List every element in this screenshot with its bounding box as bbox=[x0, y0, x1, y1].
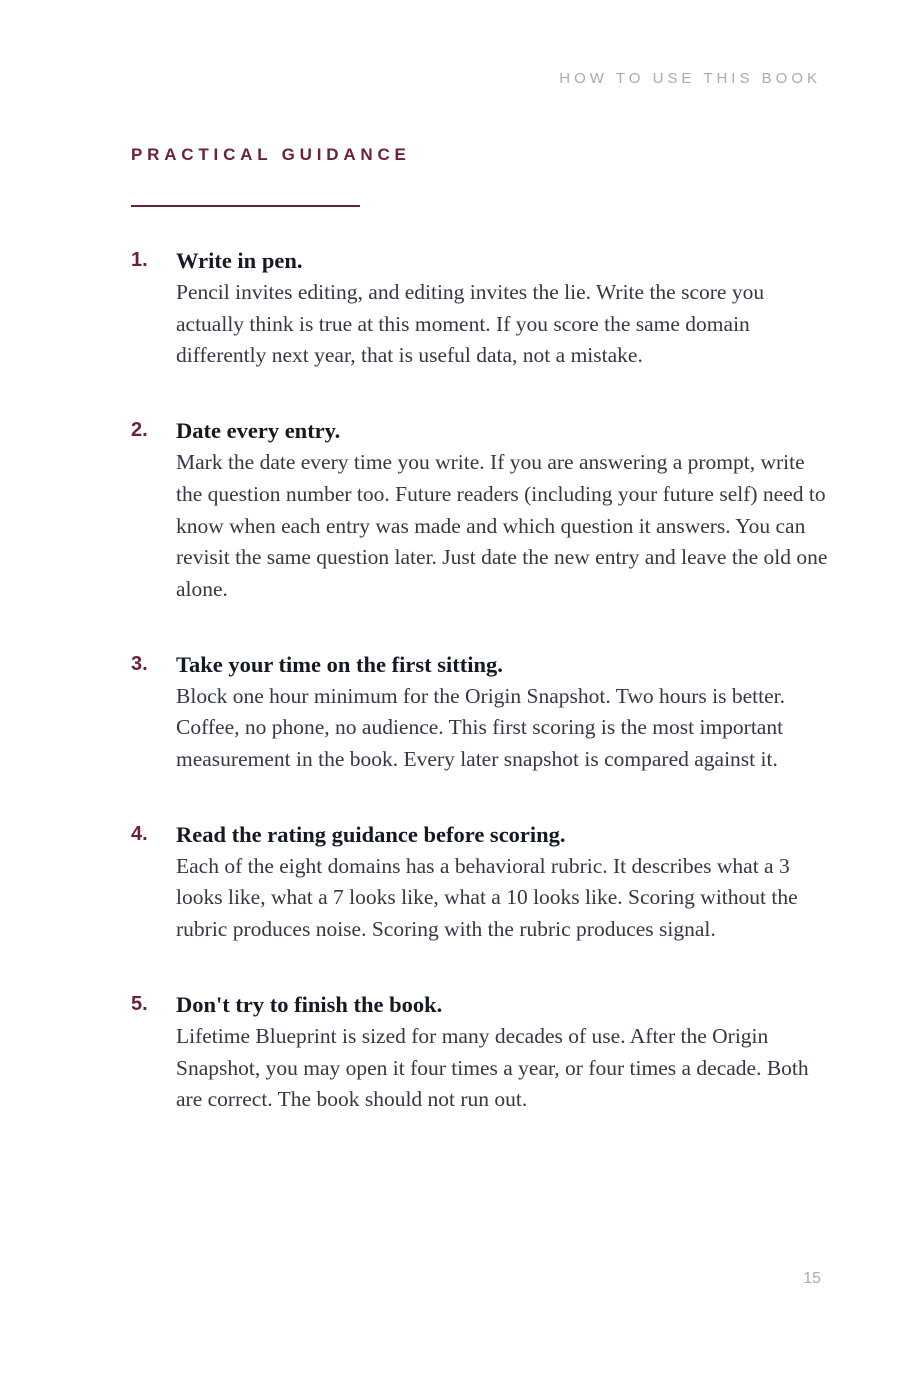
item-body: Lifetime Blueprint is sized for many decades of use. After the Origin Snapshot, you may open it four times a year, or four times a decade. Both are correct. The book should not run out. bbox=[176, 1023, 809, 1112]
item-number: 3. bbox=[131, 652, 148, 675]
item-number: 4. bbox=[131, 822, 148, 845]
guidance-item-2 bbox=[131, 415, 831, 606]
guidance-item-3 bbox=[131, 649, 831, 776]
running-header: HOW TO USE THIS BOOK bbox=[559, 70, 821, 87]
item-body: Mark the date every time you write. If you are answering a prompt, write the question number too. Future readers (including your future self) need to know when each entry was made and which question it answers. You can revisit the same question later. Just date the new entry and leave the old one alone. bbox=[176, 450, 828, 601]
item-body: Each of the eight domains has a behavioral rubric. It describes what a 3 looks like, what a 7 looks like, what a 10 looks like. Scoring without the rubric produces noise. Scoring with the rubric produces signal. bbox=[176, 853, 798, 942]
page-number: 15 bbox=[803, 1270, 821, 1287]
item-body: Pencil invites editing, and editing invites the lie. Write the score you actually think is true at this moment. If you score the same domain differently next year, that is useful data, not a mistake. bbox=[176, 280, 765, 368]
item-heading: Write in pen. bbox=[176, 248, 303, 273]
item-number: 1. bbox=[131, 249, 148, 271]
item-heading: Read the rating guidance before scoring. bbox=[176, 821, 566, 847]
item-number: 5. bbox=[131, 992, 148, 1015]
item-heading: Date every entry. bbox=[176, 418, 341, 444]
item-heading: Take your time on the first sitting. bbox=[176, 651, 503, 677]
title-underline-rule bbox=[131, 205, 360, 207]
section-title: PRACTICAL GUIDANCE bbox=[131, 145, 411, 164]
guidance-list bbox=[131, 245, 831, 1159]
item-body: Block one hour minimum for the Origin Snapshot. Two hours is better. Coffee, no phone, no audience. This first scoring is the most important measurement in the book. Every later snapshot is compared against it. bbox=[176, 683, 786, 772]
item-number: 2. bbox=[131, 419, 148, 442]
guidance-item-5 bbox=[131, 989, 831, 1116]
guidance-item-4 bbox=[131, 819, 831, 946]
guidance-item-1 bbox=[131, 245, 831, 372]
item-heading: Don't try to finish the book. bbox=[176, 991, 443, 1017]
